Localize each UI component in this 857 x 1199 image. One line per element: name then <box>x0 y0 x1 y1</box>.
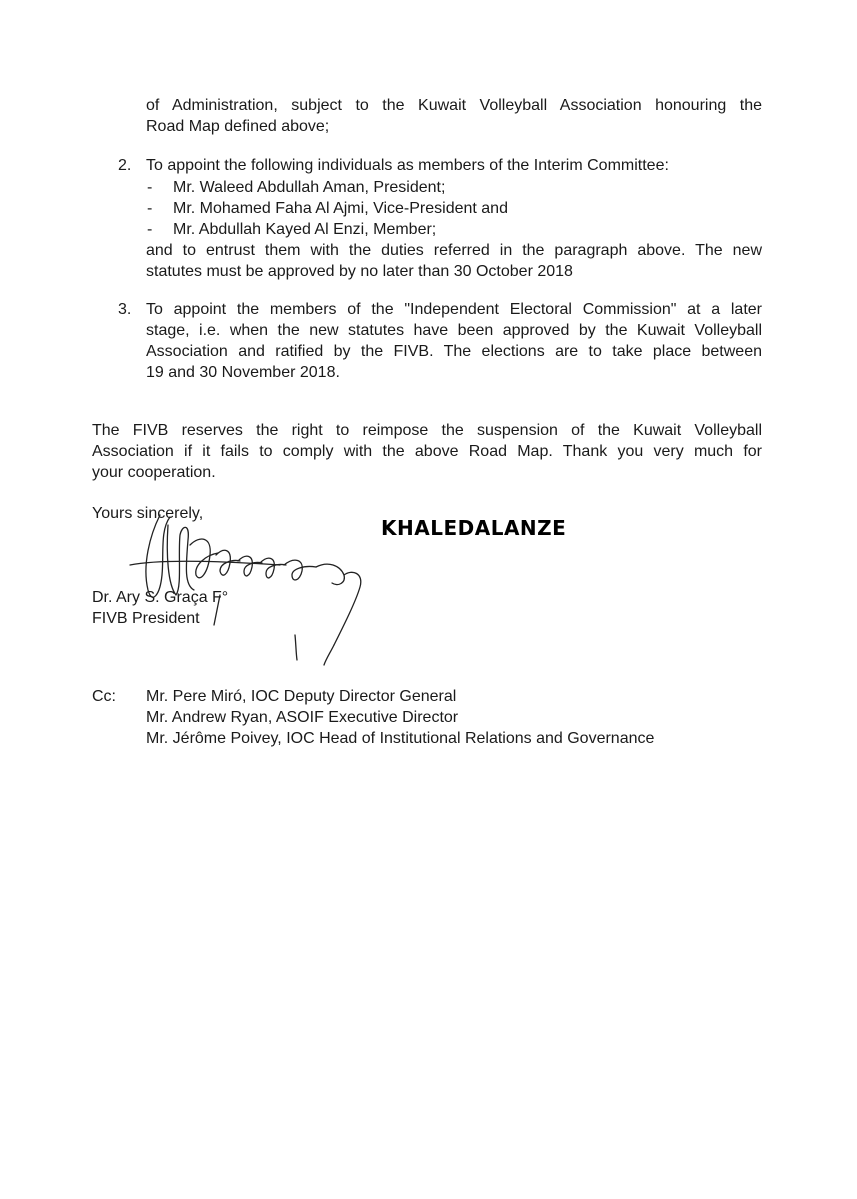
item1-line2: Road Map defined above; <box>146 118 330 135</box>
item3-line: 19 and 30 November 2018. <box>146 364 340 381</box>
cc-label: Cc: <box>92 688 116 705</box>
closing-line: your cooperation. <box>92 464 216 481</box>
signatory-name: Dr. Ary S. Graça F° <box>92 589 229 606</box>
member-list-item: Mr. Waleed Abdullah Aman, President; <box>173 179 446 196</box>
signatory-title: FIVB President <box>92 610 200 627</box>
member-dash: - <box>147 179 153 196</box>
cc-recipient: Mr. Pere Miró, IOC Deputy Director General <box>146 688 457 705</box>
member-dash: - <box>147 221 153 238</box>
item1-line1: of Administration, subject to the Kuwait Volleyball Association honouring the <box>146 97 762 114</box>
item3-line: stage, i.e. when the new statutes have been approved by the Kuwait Volleyball <box>146 322 762 339</box>
watermark-text: KHALEDALANZE <box>381 516 567 540</box>
cc-recipient: Mr. Jérôme Poivey, IOC Head of Institutional Relations and Governance <box>146 730 655 747</box>
closing-line: The FIVB reserves the right to reimpose the suspension of the Kuwait Volleyball <box>92 422 762 439</box>
item2-intro: To appoint the following individuals as members of the Interim Committee: <box>146 157 669 174</box>
closing-line: Association if it fails to comply with the above Road Map. Thank you very much for <box>92 443 762 460</box>
item3-line: To appoint the members of the "Independent Electoral Commission" at a later <box>146 301 762 318</box>
item3-line: Association and ratified by the FIVB. The elections are to take place between <box>146 343 762 360</box>
salutation: Yours sincerely, <box>92 505 204 522</box>
item2-line-after2: statutes must be approved by no later than 30 October 2018 <box>146 263 573 280</box>
item2-number: 2. <box>118 157 132 174</box>
item2-line-after1: and to entrust them with the duties referred in the paragraph above. The new <box>146 242 762 259</box>
member-list-item: Mr. Abdullah Kayed Al Enzi, Member; <box>173 221 437 238</box>
item3-number: 3. <box>118 301 132 318</box>
member-list-item: Mr. Mohamed Faha Al Ajmi, Vice-President and <box>173 200 508 217</box>
cc-recipient: Mr. Andrew Ryan, ASOIF Executive Director <box>146 709 459 726</box>
signature-image <box>120 495 400 675</box>
member-dash: - <box>147 200 153 217</box>
